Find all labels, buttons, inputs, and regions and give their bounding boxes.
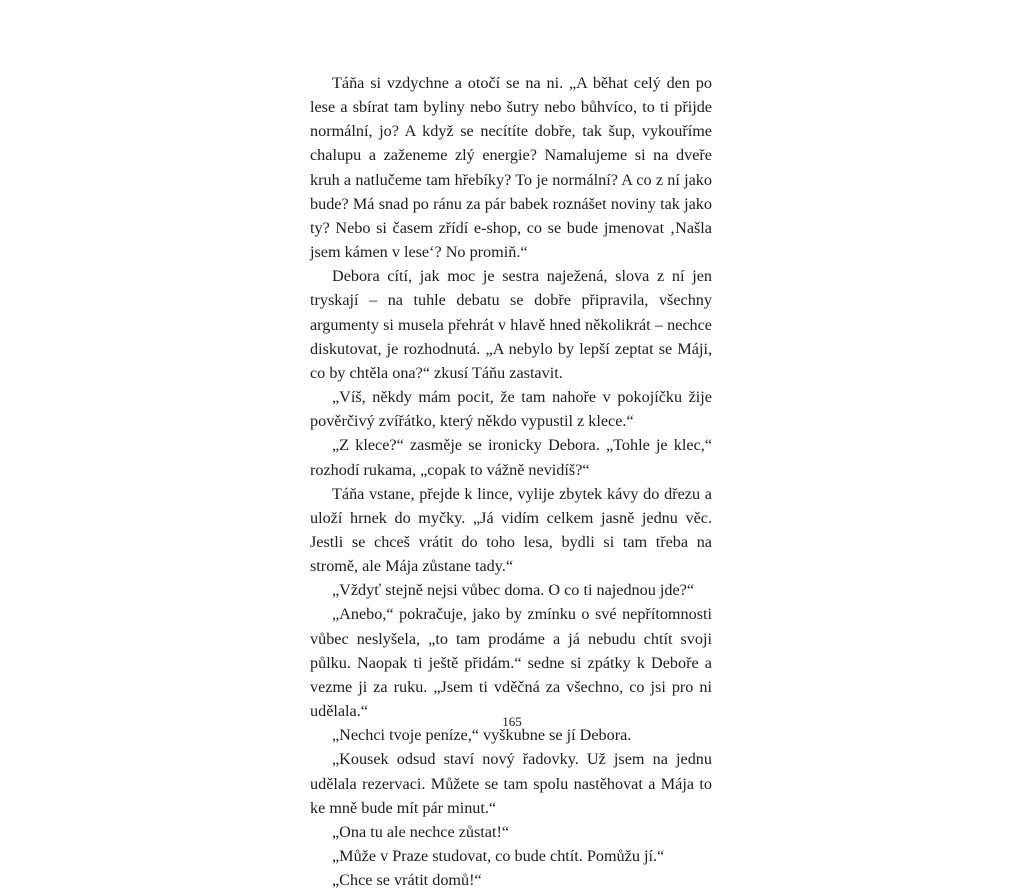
- paragraph: „Kousek odsud staví nový řadovky. Už jsem na jednu udělala rezervaci. Můžete se tam spolu nastěhovat a Mája to ke mně bude mít pár minut.“: [310, 750, 712, 817]
- paragraph: Táňa vstane, přejde k lince, vylije zbytek kávy do dřezu a uloží hrnek do myčky. „Já vidím celkem jasně jednu věc. Jestli se chceš vrátit do toho lesa, bydli si tam třeba na stromě, ale Mája zůstane tady.“: [310, 484, 712, 576]
- paragraph: Táňa si vzdychne a otočí se na ni. „A běhat celý den po lese a sbírat tam byliny nebo šutry nebo bůhvíco, to ti přijde normální, jo? A když se necítíte dobře, tak šup, vykouříme chalupu a zaženeme zlý energie? Namalujeme si na dveře kruh a natlučeme tam hřebíky? To je normální? A co z ní jako bude? Má snad po ránu za pár babek roznášet noviny tak jako ty? Nebo si časem zřídí e-shop, co se bude jmenovat ‚Našla jsem kámen v lese‘? No promiň.“: [310, 74, 712, 262]
- paragraph: „Anebo,“ pokračuje, jako by zmínku o své nepřítomnosti vůbec neslyšela, „to tam prodáme a já nebudu chtít svoji půlku. Naopak ti ještě přidám.“ sedne si zpátky k Deboře a vezme ji za ruku. „Jsem ti vděčná za všechno, co jsi pro ni udělala.“: [310, 605, 712, 721]
- paragraph: „Může v Praze studovat, co bude chtít. Pomůžu jí.“: [332, 847, 665, 865]
- paragraph: „Vždyť stejně nejsi vůbec doma. O co ti najednou jde?“: [332, 581, 695, 600]
- paragraph: „Chce se vrátit domů!“: [332, 871, 482, 890]
- paragraph: „Nechci tvoje peníze,“ vyškubne se jí Debora.: [332, 726, 632, 745]
- page-number: 165: [502, 714, 522, 729]
- paragraph: „Ona tu ale nechce zůstat!“: [332, 822, 510, 841]
- body-text: [310, 71, 712, 892]
- paragraph: Debora cítí, jak moc je sestra naježená, slova z ní jen tryskají – na tuhle debatu se dobře připravila, všechny argumenty si musela přehrát v hlavě hned několikrát – nechce diskutovat, je rozhodnutá. „A nebylo by lepší zeptat se Máji, co by chtěla ona?“ zkusí Táňu zastavit.: [310, 267, 712, 382]
- paragraph: „Víš, někdy mám pocit, že tam nahoře v pokojíčku žije pověrčivý zvířátko, který někdo vypustil z klece.“: [310, 388, 712, 431]
- paragraph: „Z klece?“ zasměje se ironicky Debora. „Tohle je klec,“ rozhodí rukama, „copak to vážně nevidíš?“: [310, 436, 712, 479]
